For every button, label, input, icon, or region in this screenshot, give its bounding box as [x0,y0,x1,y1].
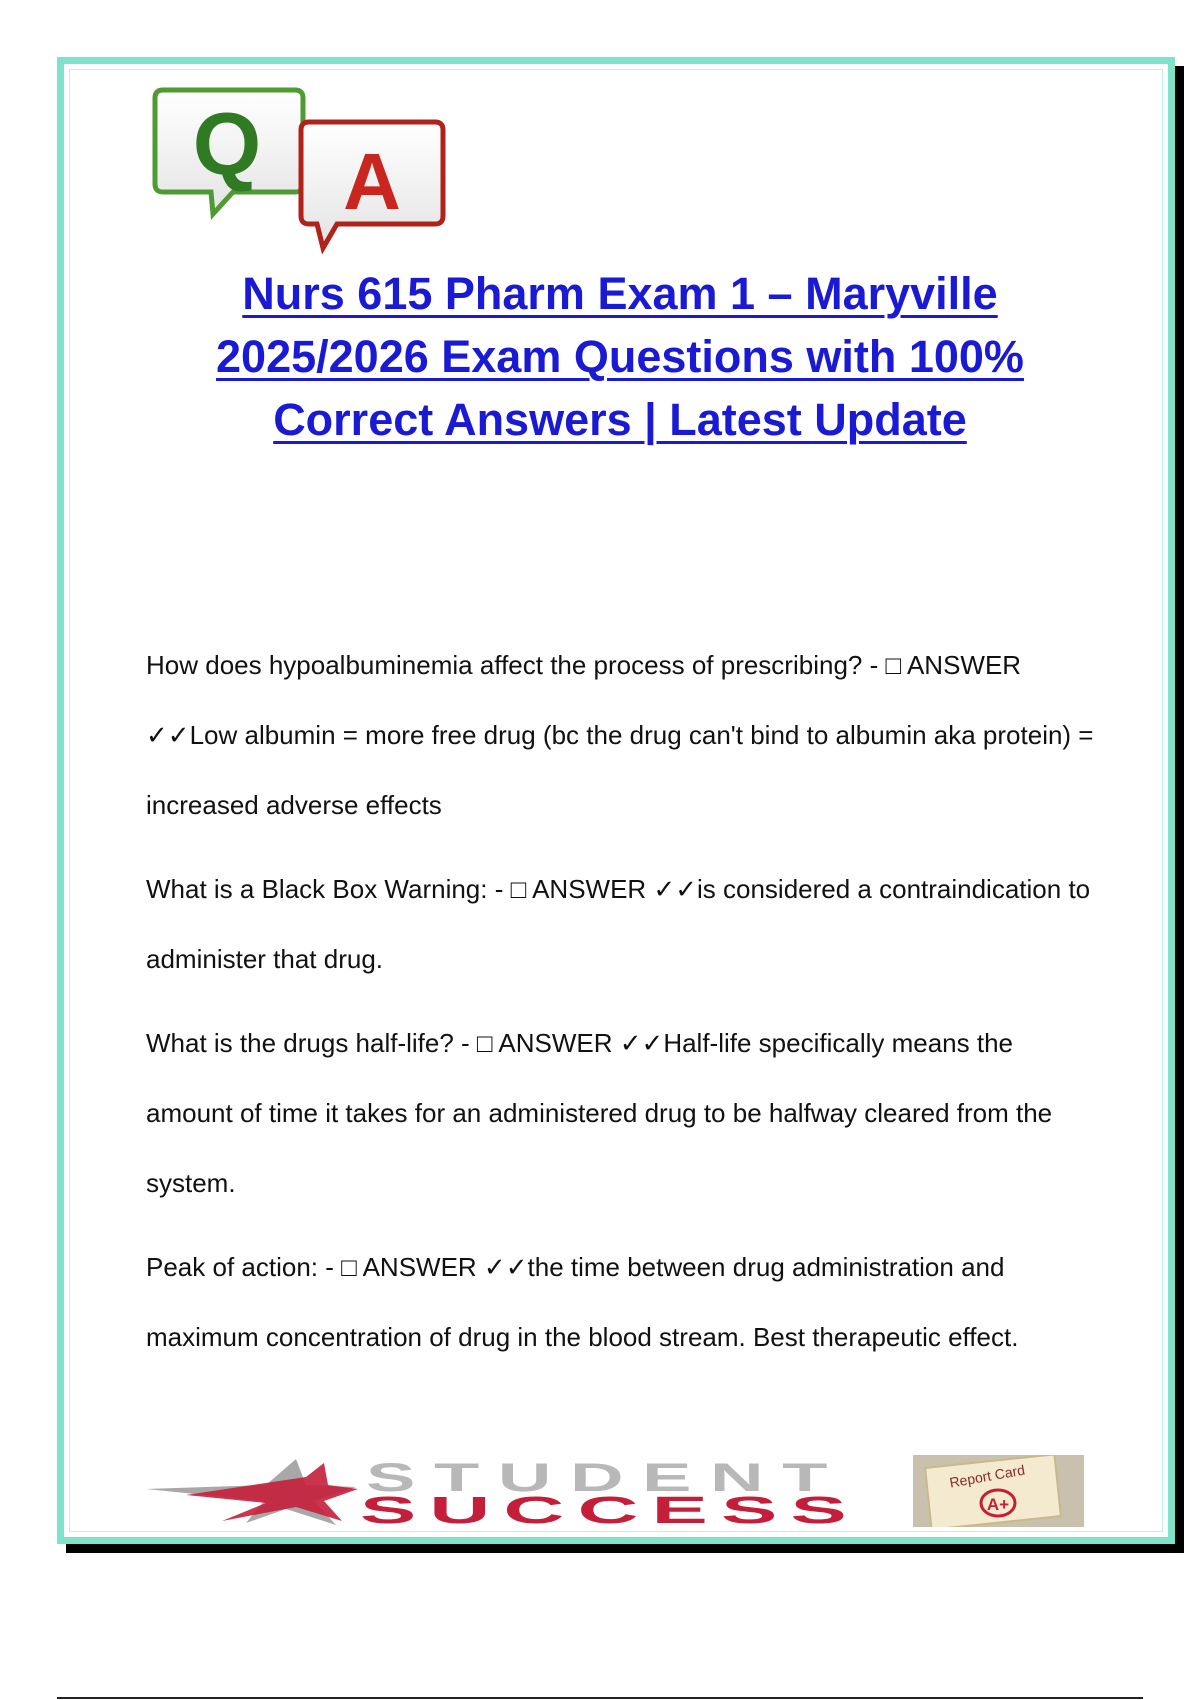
q-letter: Q [192,94,262,193]
student-success-logo [146,1455,1084,1527]
qa-item: Peak of action: - □ ANSWER ✓✓the time between drug administration and maximum concentration of drug in the blood stream. Best therapeutic effect. [146,1252,1019,1352]
report-card-icon [913,1455,1084,1527]
qa-item: How does hypoalbuminemia affect the process of prescribing? - □ ANSWER ✓✓Low albumin = more free drug (bc the drug can't bind to albumin aka protein) = increased adverse effects [146,650,1094,820]
qa-list [146,630,1101,1386]
qa-item: What is the drugs half-life? - □ ANSWER ✓✓Half-life specifically means the amount of time it takes for an administered drug to be halfway cleared from the system. [146,1028,1053,1198]
star-swoosh-icon [146,1459,358,1525]
bottom-rule [57,1697,1143,1699]
footer-student-text: STUDENT [366,1456,846,1500]
a-bubble-icon [301,122,443,248]
report-card-label: Report Card [948,1461,1027,1491]
qa-item: What is a Black Box Warning: - □ ANSWER ✓✓is considered a contraindication to administer that drug. [146,874,1091,974]
footer-success-text: SUCCESS [360,1490,860,1527]
a-letter: A [343,137,401,226]
q-bubble-icon [155,90,303,214]
qa-logo [147,86,457,261]
report-card-grade: A+ [986,1495,1010,1514]
page-title[interactable]: Nurs 615 Pharm Exam 1 – Maryville 2025/2026 Exam Questions with 100% Correct Answers | Latest Update [216,268,1024,445]
